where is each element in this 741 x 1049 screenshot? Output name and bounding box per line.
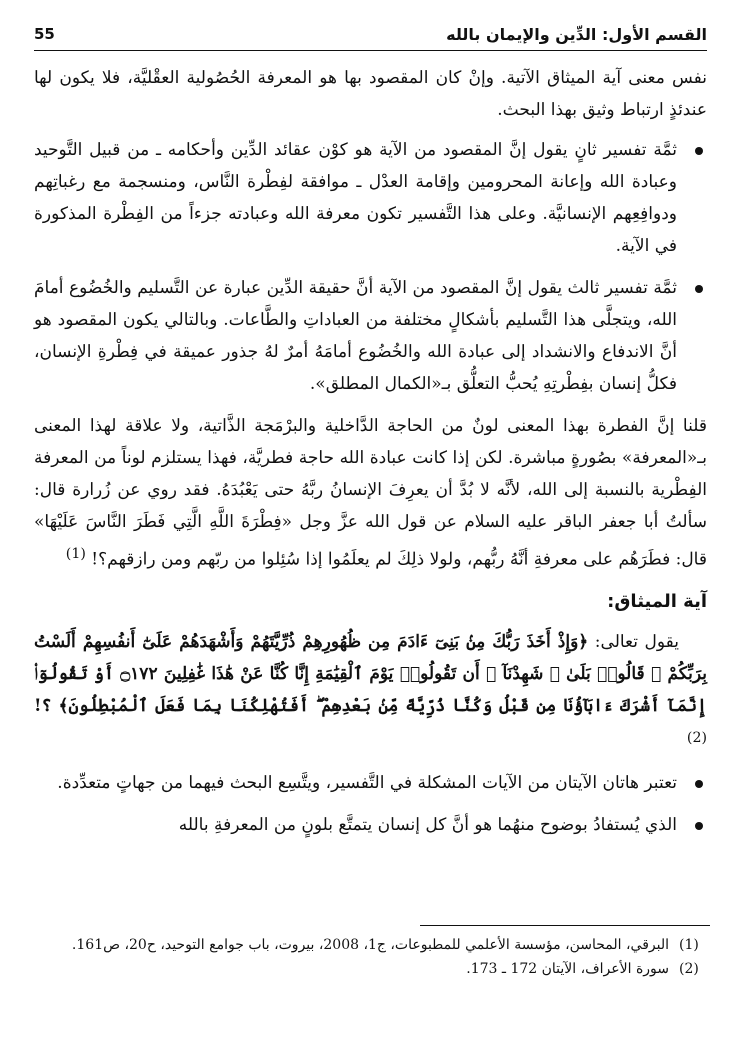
footnote-number: (1): [679, 937, 699, 953]
footnotes: [34, 933, 707, 981]
bullet-list-observations: [34, 767, 707, 841]
main-text: [34, 62, 707, 851]
bullet-item-knowledge: [34, 809, 707, 841]
footnote-item: [34, 933, 707, 957]
page-header: [34, 18, 707, 51]
bullet-text: ثمَّة تفسير ثانٍ يقول إنَّ المقصود من الآية هو كوْن عقائد الدِّين وأحكامه ـ من قبيل التَّوحيد وعبادة الله وإعانة المحرومين وإقامة العدْل ـ موافقة لفِطْرة النَّاس، ومنسجمة مع رغباتِهم ودوافِعِهم الإنسانيَّة. وعلى هذا التَّفسير تكون معرفة الله وعبادته جزءاً من الفِطْرة المذكورة في الآية.: [34, 140, 677, 256]
bullet-text: تعتبر هاتان الآيتان من الآيات المشكلة في التَّفسير، ويتَّسِع البحث فيهما من جهاتٍ متعدِّدة.: [57, 773, 677, 794]
footnote-item: [34, 957, 707, 981]
bullet-text: ثمَّة تفسير ثالث يقول إنَّ المقصود من الآية أنَّ حقيقة الدِّين عبارة عن التَّسليم والخُضُوع أمامَ الله، ويتجلَّى هذا التَّسليم بأشكالٍ مختلفة من العباداتِ والطَّاعات. وبالتالي يكون المقصود هو أنَّ الاندفاع والانشداد إلى عبادة الله والخُضُوع أمامَهُ أمرٌ لهُ جذور عميقة في فِطْرةِ الإنسان، فكلُّ إنسان بفِطْرتِهِ يُحبُّ التعلُّق بـ«الكمال المطلق».: [34, 278, 677, 394]
bullet-item-difficulty: [34, 767, 707, 799]
quran-verse: ﴿وَإِذْ أَخَذَ رَبُّكَ مِنۢ بَنِىٓ ءَادَمَ مِن ظُهُورِهِمْ ذُرِّيَّتَهُمْ وَأَشْهَدَهُمْ عَلَىٰٓ أَنفُسِهِمْ أَلَسْتُ بِرَبِّكُمْ ۖ قَالُوا۟ بَلَىٰ ۛ شَهِدْنَآ ۛ أَن تَقُولُوا۟ يَوْمَ ٱلْقِيَٰمَةِ إِنَّا كُنَّا عَنْ هَٰذَا غَٰفِلِينَ ۝١٧٢ أَوْ تَقُولُوٓا۟ إِنَّمَآ أَشْرَكَ ءَابَآؤُنَا مِن قَبْلُ وَكُنَّا ذُرِّيَّةً مِّنۢ بَعْدِهِمْ ۖ أَفَتُهْلِكُنَا بِمَا فَعَلَ ٱلْمُبْطِلُونَ﴾ ؟!: [34, 631, 707, 716]
bullet-icon: [695, 285, 703, 293]
running-title: القسم الأول: الدِّين والإيمان بالله: [446, 24, 707, 44]
page-number: 55: [34, 25, 55, 43]
bullet-item-second-interpretation: [34, 134, 707, 262]
footnote-text: سورة الأعراف، الآيتان 172 ـ 173.: [466, 961, 669, 977]
bullet-icon: [695, 822, 703, 830]
bullet-icon: [695, 780, 703, 788]
bullet-item-third-interpretation: [34, 272, 707, 400]
footnote-reference: (2): [686, 729, 707, 746]
section-heading: آية الميثاق:: [607, 590, 707, 612]
conclusion-paragraph: [34, 410, 707, 576]
conclusion-text: قلنا إنَّ الفطرة بهذا المعنى لونٌ من الحاجة الدَّاخلية والبرْمَجة الذَّاتية، ولا علاقة لهذا المعنى بـ«المعرفة» بصُورةٍ مباشرة. لكن إذا كانت عبادة الله حاجة فطريَّة، فهذا يستلزم لوناً من المعرفة الفِطْرية بالنسبة إلى الله، لأنَّه لا بُدَّ أن يعرِفَ الإنسانُ ربَّهُ حتى يَعْبُدَهُ. فقد روي عن زُرارة قال: سألتُ أبا جعفر الباقر عليه السلام عن قول الله عزَّ وجل «فِطْرَةَ اللَّهِ الَّتِي فَطَرَ النَّاسَ عَلَيْهَا» قال: فطَرَهُم على معرفةِ أنَّهُ ربُّهم، ولولا ذلِكَ لم يعلَمُوا إذا سُئِلوا من ربّهم ومن رازقهم؟!: [34, 416, 707, 570]
quran-paragraph: [34, 626, 707, 760]
footnote-number: (2): [679, 961, 699, 977]
bullet-text: الذي يُستفادُ بوضوح منهُما هو أنَّ كل إنسان يتمتَّع بلونٍ من المعرفةِ بالله: [178, 815, 677, 836]
footnote-text: البرقي، المحاسن، مؤسسة الأعلمي للمطبوعات، ج1، 2008، بيروت، باب جوامع التوحيد، ح20، ص161.: [71, 937, 669, 953]
footnote-divider: [420, 925, 710, 926]
bullet-list-interpretations: [34, 134, 707, 400]
footnote-reference: (1): [65, 546, 86, 562]
intro-paragraph: نفس معنى آية الميثاق الآتية. وإنْ كان المقصود بها هو المعرفة الحُصُولية العقْليَّة، فلا يكون لها عندئذٍ ارتباط وثيق بهذا البحث.: [34, 68, 707, 120]
bullet-icon: [695, 147, 703, 155]
quran-intro: يقول تعالى:: [594, 631, 679, 652]
